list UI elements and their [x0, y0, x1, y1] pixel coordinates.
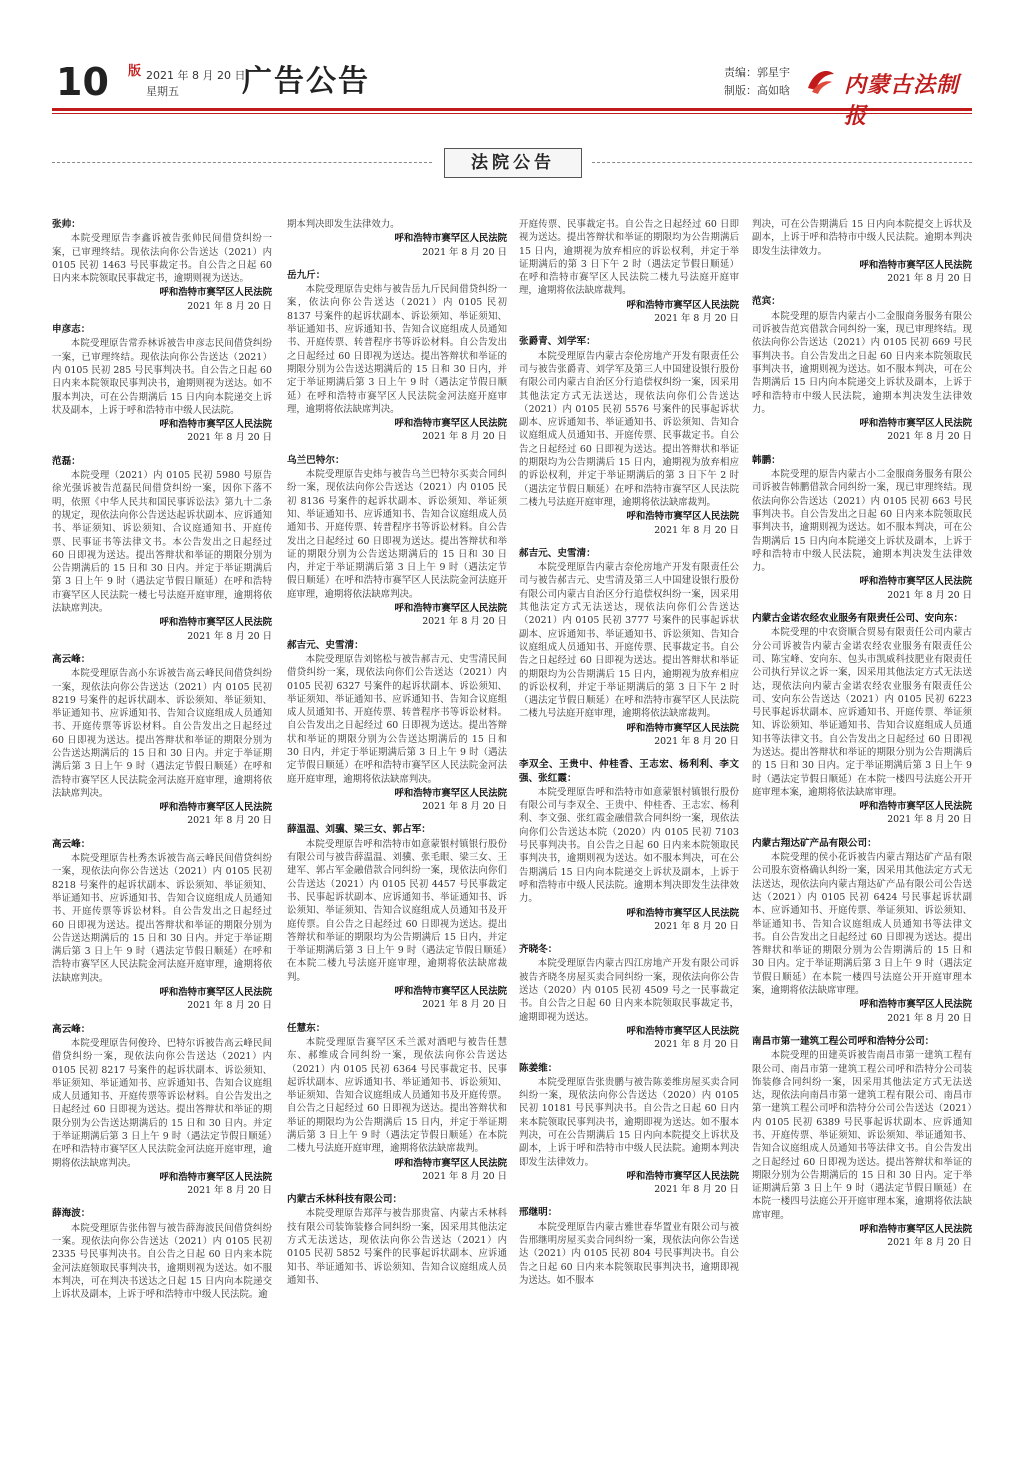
notice-body: 本院受理原告内蒙古雅世春华置业有限公司与被告邢继明房屋买卖合同纠纷一案，现依法向你公告送达（2021）内 0105 民初 804 号民事判决书。自公告之日起 60 日内来本院领取民事判决书，逾期即视为送达。如不服本: [519, 1221, 739, 1286]
notice-date: 2021 年 8 月 20 日: [654, 1039, 739, 1051]
notice-party: 申彦志：: [52, 324, 91, 336]
notice-body: 本院受理原告呼和浩特市如意蒙银村镇银行股份有限公司与被告薛温温、刘骥、张毛眼、梁三女、王建军、郭占军金融借款合同纠纷一案，现依法向你们公告送达（2021）内 0105 民初 4457 号民事裁定书、民事起诉状副本、应诉通知书、举证通知书、诉讼须知、举证须知、告知合议庭组成人员通知书及开庭传票。自公告之日起经过 60 日即视为送达。提出答辩状和举证的期限均为公告期满后 15 日内，并定于举证期满后第 3 日上午 9 时（遇法定节假日顺延）在本院二楼九号法庭开庭审理，逾期将依法缺席裁判。: [287, 838, 507, 983]
header-rule-thin: [52, 113, 972, 114]
court-notice: [519, 758, 739, 933]
notice-party: 内蒙古翔达矿产品有限公司：: [752, 837, 877, 849]
notice-date: 2021 年 8 月 20 日: [187, 300, 272, 312]
notice-date: 2021 年 8 月 20 日: [887, 589, 972, 601]
notice-court: 呼和浩特市赛罕区人民法院: [159, 287, 272, 299]
court-notice: [519, 335, 739, 536]
notice-court: 呼和浩特市赛罕区人民法院: [394, 1157, 507, 1169]
notice-party: 范宾：: [752, 296, 781, 308]
court-notice: [752, 454, 972, 602]
page-number: 10: [56, 60, 109, 104]
notice-court: 呼和浩特市赛罕区人民法院: [159, 419, 272, 431]
notice-date: 2021 年 8 月 20 日: [887, 273, 972, 285]
column-3: [519, 218, 739, 1458]
notice-court: 呼和浩特市赛罕区人民法院: [626, 1170, 739, 1182]
notice-court: 呼和浩特市赛罕区人民法院: [626, 299, 739, 311]
notice-date: 2021 年 8 月 20 日: [187, 1000, 272, 1012]
notice-date: 2021 年 8 月 20 日: [422, 616, 507, 628]
notice-date: 2021 年 8 月 20 日: [887, 431, 972, 443]
notice-date: 2021 年 8 月 20 日: [887, 1237, 972, 1249]
notice-date: 2021 年 8 月 20 日: [422, 246, 507, 258]
notice-party: 内蒙古禾林科技有限公司：: [287, 1194, 403, 1206]
page-suffix: 版: [128, 64, 142, 79]
notice-court: 呼和浩特市赛罕区人民法院: [626, 1025, 739, 1037]
court-notice: [287, 1022, 507, 1184]
notice-court: 呼和浩特市赛罕区人民法院: [859, 999, 972, 1011]
notice-court: 呼和浩特市赛罕区人民法院: [394, 787, 507, 799]
notice-date: 2021 年 8 月 20 日: [654, 313, 739, 325]
notice-body: 本院受理原告张伟智与被告薛海波民间借贷纠纷一案。现依法向你公告送达（2021）内 0105 民初 2335 号民事判决书。自公告之日起 60 日内来本院金河法庭领取民事判决书，逾期则视为送达。如不服本判决，可在判决书送达之日起 15 日内向本院递交上诉状及副本，上诉于呼和浩特市中级人民法院。逾: [52, 1222, 272, 1301]
notice-body: 本院受理原告内蒙古奈伦房地产开发有限责任公司与被告郝吉元、史雪清及第三人中国建设银行股份有限公司内蒙古自治区分行追偿权纠纷一案，因采用其他法定方式无法送达，现依法向你们公告送达（2021）内 0105 民初 3777 号案件的民事起诉状副本、应诉通知书、举证通知书、诉讼须知、告知合议庭组成人员通知书、开庭传票、民事裁定书。自公告之日起经过 60 日即视为送达。提出答辩状和举证的期限均为公告期满后 15 日内，逾期视为放弃相应的诉讼权利，并定于举证期满后的第 3 日下午 2 时（遇法定节假日顺延）在呼和浩特市赛罕区人民法院二楼九号法庭开庭审理，逾期将依法缺席裁判。: [519, 562, 739, 720]
notice-body: 本院受理原告刘铭松与被告郝吉元、史雪清民间借贷纠纷一案，现依法向你们公告送达（2021）内 0105 民初 6327 号案件的起诉状副本、诉讼须知、举证须知、举证通知书、应诉通知书、告知合议庭组成人员通知书、开庭传票、转普程序书等诉讼材料。自公告发出之日起经过 60 日即视为送达。提出答辩状和举证的期限分别为公告送达期满后的 15 日和 30 日内，并定于举证期满后第 3 日上午 9 时（遇法定节假日顺延）在呼和浩特市赛罕区人民法院金河法庭开庭审理，逾期将依法缺席判决。: [287, 653, 507, 785]
notice-body: 本院受理的原告内蒙古小二金服商务服务有限公司诉被告韩鹏借款合同纠纷一案，现已审理终结。现依法向你公告送达（2021）内 0105 民初 663 号民事判决书。自公告发出之日起 60 日内来本院领取民事判决书，逾期则视为送达。如不服本判决，可在公告期满后 15 日内向本院递交上诉状及副本，上诉于呼和浩特市中级人民法院，逾期本判决发生法律效力。: [752, 469, 972, 574]
court-notice: [52, 323, 272, 445]
notice-court: 呼和浩特市赛罕区人民法院: [626, 722, 739, 734]
notice-date: 2021 年 8 月 20 日: [422, 431, 507, 443]
notice-body: 本院受理原告赛罕区禾兰派对酒吧与被告任慧东、郝维成合同纠纷一案，现依法向你公告送达（2021）内 0105 民初 6364 号民事裁定书、民事起诉状副本、应诉通知书、举证通知书、诉讼须知、举证须知、告知合议庭组成人员通知书及开庭传票。自公告之日起经过 60 日即视为送达。提出答辩状和举证的期限均为公告期满后 15 日内，并定于举证期满后第 3 日上午 9 时（遇法定节假日顺延）在本院二楼九号法庭开庭审理，逾期将依法缺席裁判。: [287, 1036, 507, 1155]
notice-party: 韩鹏：: [752, 454, 781, 466]
notice-date: 2021 年 8 月 20 日: [422, 801, 507, 813]
notice-party: 薛海波：: [52, 1208, 91, 1220]
notice-body: 本院受理原告杜秀杰诉被告高云峰民间借贷纠纷一案，现依法向你公告送达（2021）内 0105 民初 8218 号案件的起诉状副本、诉讼须知、举证须知、举证通知书、应诉通知书、告知合议庭组成人员通知书、开庭传票等诉讼材料。自公告发出之日起经过 60 日即视为送达。提出答辩状和举证的期限分别为公告送达期满后的 15 日和 30 日内。并定于举证期满后第 3 日上午 9 时（遇法定节假日顺延）在呼和浩特市赛罕区人民法院金河法庭开庭审理，逾期将依法缺席判决。: [52, 853, 272, 984]
notice-party: 郝吉元、史雪清：: [519, 547, 596, 559]
notice-party: 张爵青、刘学军：: [519, 336, 596, 348]
publication-date: [146, 68, 245, 100]
notice-body: 本院受理的侯小花诉被告内蒙古翔达矿产品有限公司股东资格确认纠纷一案，因采用其他法定方式无法送达，现依法向内蒙古翔达矿产品有限公司公告送达（2021）内 0105 民初 6424 号民事起诉状副本、应诉通知书、开庭传票、举证须知、诉讼须知、举证通知书、告知合议庭组成人员通知书等法律文书。自公告发出之日起经过 60 日即视为送达。提出答辩状和举证的期限分别为公告期满后的 15 日和 30 日内。定于举证期满后第 3 日上午 9 时（遇法定节假日顺延）在本院一楼四号法庭公开开庭审理本案，逾期将依法缺席审理。: [752, 852, 972, 997]
notice-date: 2021 年 8 月 20 日: [887, 814, 972, 826]
notice-body: 本院受理原告何俊玲、巴特尔诉被告高云峰民间借贷纠纷一案，现依法向你公告送达（2021）内 0105 民初 8217 号案件的起诉状副本、诉讼须知、举证须知、举证通知书、应诉通知书、告知合议庭组成人员通知书、开庭传票等诉讼材料。自公告发出之日起经过 60 日即视为送达。提出答辩状和举证的期限分别为公告送达期满后的 15 日和 30 日内。并定于举证期满后第 3 日上午 9 时（遇法定节假日顺延）在呼和浩特市赛罕区人民法院金河法庭开庭审理，逾期将依法缺席判决。: [52, 1037, 272, 1169]
court-notice: [52, 653, 272, 828]
court-notice: [52, 1023, 272, 1198]
court-notice: [287, 454, 507, 629]
notice-body: 本院受理的原告内蒙古小二金服商务服务有限公司诉被告范宾借款合同纠纷一案，现已审理终结。现依法向你公告送达（2021）内 0105 民初 669 号民事判决书。自公告发出之日起 60 日内来本院领取民事判决书，逾期则视为送达。如不服本判决，可在公告期满后 15 日内向本院递交上诉状及副本，上诉于呼和浩特市中级人民法院，逾期本判决发生法律效力。: [752, 310, 972, 415]
notice-date: 2021 年 8 月 20 日: [422, 1170, 507, 1182]
column-4: [752, 218, 972, 1458]
court-notice: [52, 1207, 272, 1301]
notice-party: 齐晓冬：: [519, 944, 558, 956]
court-notice: [287, 639, 507, 814]
court-notice: [287, 1193, 507, 1287]
notice-date: 2021 年 8 月 20 日: [654, 735, 739, 747]
editor-credits: [724, 64, 790, 100]
notice-party: 南昌市第一建筑工程公司呼和浩特分公司：: [752, 1035, 935, 1047]
notice-party: 范磊：: [52, 455, 81, 467]
notice-court: 呼和浩特市赛罕区人民法院: [394, 233, 507, 245]
notice-court: 呼和浩特市赛罕区人民法院: [859, 1224, 972, 1236]
newspaper-logo: [804, 64, 974, 129]
notice-court: 呼和浩特市赛罕区人民法院: [626, 511, 739, 523]
notice-court: 呼和浩特市赛罕区人民法院: [626, 907, 739, 919]
notice-party: 内蒙古金诺农经农业服务有限责任公司、安向东：: [752, 613, 964, 625]
notice-court: 呼和浩特市赛罕区人民法院: [159, 987, 272, 999]
notice-party: 陈姜维：: [519, 1062, 558, 1074]
notice-party: 张帅：: [52, 219, 81, 230]
notice-party: 高云峰：: [52, 653, 91, 665]
notice-body: 本院受理原告郑萍与被告那贵富、内蒙古禾林科技有限公司装饰装修合同纠纷一案，因采用其他法定方式无法送达，现依法向你公告送达（2021）内 0105 民初 5852 号案件的民事起诉状副本、应诉通知书、举证通知书、诉讼须知、告知合议庭组成人员通知书、: [287, 1208, 507, 1286]
notice-party: 岳九斤：: [287, 269, 326, 281]
notice-body: 期本判决即发生法律效力。: [287, 219, 400, 230]
notice-body: 本院受理的田建英诉被告南昌市第一建筑工程有限公司、南昌市第一建筑工程公司呼和浩特分公司装饰装修合同纠纷一案，因采用其他法定方式无法送达，现依法向南昌市第一建筑工程有限公司、南昌市第一建筑工程公司呼和浩特分公司公告送达（2021）内 0105 民初 6389 号民事起诉状副本、应诉通知书、开庭传票、举证须知、诉讼须知、举证通知书、告知合议庭组成人员通知书等法律文书。自公告发出之日起经过 60 日即视为送达。提出答辩状和举证的期限分别为公告期满后的 15 日和 30 日内。定于举证期满后第 3 日上午 9 时（遇法定节假日顺延）在本院一楼四号法庭公开开庭审理本案，逾期将依法缺席审理。: [752, 1050, 972, 1221]
court-notice: [52, 838, 272, 1013]
notice-date: 2021 年 8 月 20 日: [654, 920, 739, 932]
court-notice: [752, 295, 972, 443]
court-notice: [752, 612, 972, 827]
notice-date: 2021 年 8 月 20 日: [654, 1184, 739, 1196]
court-notice: [519, 1062, 739, 1197]
notice-court: 呼和浩特市赛罕区人民法院: [159, 617, 272, 629]
editor: 责编：郭星宇: [724, 66, 790, 79]
notice-party: 郝吉元、史雪清：: [287, 639, 364, 651]
notice-body: 判决，可在公告期满后 15 日内向本院提交上诉状及副本，上诉于呼和浩特市中级人民法院。逾期本判决即发生法律效力。: [752, 219, 972, 257]
notice-body: 本院受理原告史炜与被告乌兰巴特尔买卖合同纠纷一案，现依法向你公告送达（2021）内 0105 民初 8136 号案件的起诉状副本、诉讼须知、举证须知、举证通知书、应诉通知书、告知合议庭组成人员通知书、开庭传票、转普程序书等诉讼材料。自公告发出之日起经过 60 日即视为送达。提出答辩状和举证的期限分别为公告送达期满后的 15 日和 30 日内，并定于举证期满后第 3 日上午 9 时（遇法定节假日顺延）在呼和浩特市赛罕区人民法院金河法庭开庭审理，逾期将依法缺席判决。: [287, 469, 507, 600]
court-notice: [52, 455, 272, 643]
notice-body: 本院受理原告李鑫诉被告张帅民间借贷纠纷一案，已审理终结。现依法向你公告送达（2021）内 0105 民初 1463 号民事裁定书。自公告之日起 60 日内来本院领取民事裁定书，逾期则视为送达。: [52, 233, 272, 285]
notice-party: 高云峰：: [52, 1023, 91, 1035]
producer: 制版：高如晗: [724, 84, 790, 97]
court-notice: [752, 837, 972, 1025]
notice-party: 李双全、王贵中、仲桂香、王志宏、杨利利、李文强、张红霞：: [519, 759, 739, 784]
notice-court: 呼和浩特市赛罕区人民法院: [859, 259, 972, 271]
notice-body: 本院受理原告高小东诉被告高云峰民间借贷纠纷一案，现依法向你公告送达（2021）内 0105 民初 8219 号案件的起诉状副本、诉讼须知、举证须知、举证通知书、应诉通知书、告知合议庭组成人员通知书、开庭传票等诉讼材料。自公告发出之日起经过 60 日即视为送达。提出答辩状和举证的期限分别为公告送达期满后的 15 日和 30 日内。并定于举证期满后第 3 日上午 9 时（遇法定节假日顺延）在呼和浩特市赛罕区人民法院金河法庭开庭审理，逾期将依法缺席判决。: [52, 668, 272, 799]
notice-body: 本院受理原告常乔林诉被告申彦志民间借贷纠纷一案，已审理终结。现依法向你公告送达（2021）内 0105 民初 285 号民事判决书。自公告之日起 60 日内来本院领取民事判决书，逾期则视为送达。如不服本判决，可在公告期满后 15 日内向本院递交上诉状及副本，上诉于呼和浩特市中级人民法院。: [52, 338, 272, 416]
notice-party: 高云峰：: [52, 838, 91, 850]
header-rule: [52, 108, 972, 111]
notice-date: 2021 年 8 月 20 日: [187, 815, 272, 827]
notice-body: 本院受理原告呼和浩特市如意蒙银村镇银行股份有限公司与李双全、王贵中、仲桂香、王志宏、杨利利、李文强、张红霞金融借款合同纠纷一案，现依法向你们公告送达本院（2020）内 0105 民初 7103 号民事判决书。自公告之日起 60 日内来本院领取民事判决书，逾期则视为送达。如不服本判决，可在公告期满后 15 日内向本院递交上诉状及副本，上诉于呼和浩特市中级人民法院。逾期本判决即发生法律效力。: [519, 786, 739, 905]
court-notice: [752, 218, 972, 285]
court-notice-banner: [52, 148, 972, 178]
court-notice: [287, 823, 507, 1011]
notice-date: 2021 年 8 月 20 日: [187, 432, 272, 444]
notice-date: 2021 年 8 月 20 日: [887, 1012, 972, 1024]
notice-party: 任慧东：: [287, 1022, 326, 1034]
court-notice: [752, 1035, 972, 1250]
court-notice: [52, 218, 272, 313]
notice-body: 本院受理的中农资顺合贸易有限责任公司内蒙古分公司诉被告内蒙古金诺农经农业服务有限责任公司、陈宝峰、安向东、包头市凯威科技肥业有限责任公司执行异议之诉一案，因采用其他法定方式无法送达，现依法向内蒙古金诺农经农业服务有限责任公司、安向东公告送达（2021）内 0105 民初 6223 号民事起诉状副本、应诉通知书、开庭传票、举证须知、诉讼须知、举证通知书、告知合议庭组成人员通知书等法律文书。自公告发出之日起经过 60 日即视为送达。提出答辩状和举证的期限分别为公告期满后的 15 日和 30 日内。定于举证期满后第 3 日上午 9 时（遇法定节假日顺延）在本院一楼四号法庭公开开庭审理本案，逾期将依法缺席审理。: [752, 627, 972, 798]
notice-court: 呼和浩特市赛罕区人民法院: [394, 986, 507, 998]
court-notice: [287, 269, 507, 444]
notice-court: 呼和浩特市赛罕区人民法院: [394, 418, 507, 430]
court-notice: [519, 547, 739, 748]
section-title: 广告公告: [242, 64, 370, 99]
column-1: [52, 218, 272, 1458]
notice-body: 本院受理原告内蒙古奈伦房地产开发有限责任公司与被告张爵青、刘学军及第三人中国建设银行股份有限公司内蒙古自治区分行追偿权纠纷一案，因采用其他法定方式无法送达，现依法向你们公告送达（2021）内 0105 民初 5576 号案件的民事起诉状副本、应诉通知书、举证通知书、诉讼须知、告知合议庭组成人员通知书、开庭传票、民事裁定书。自公告之日起经过 60 日即视为送达。提出答辩状和举证的期限均为公告期满后 15 日内，逾期视为放弃相应的诉讼权利，并定于举证期满后的第 3 日下午 2 时（遇法定节假日顺延）在呼和浩特市赛罕区人民法院二楼九号法庭开庭审理，逾期将依法缺席裁判。: [519, 350, 739, 508]
notice-court: 呼和浩特市赛罕区人民法院: [859, 801, 972, 813]
notice-date: 2021 年 8 月 20 日: [422, 999, 507, 1011]
notice-body: 本院受理（2021）内 0105 民初 5980 号原告徐光强诉被告范磊民间借贷纠纷一案，因你下落不明，依照《中华人民共和国民事诉讼法》第九十二条的规定，现依法向你公告送达起诉状副本、应诉通知书、举证须知、诉讼须知、合议庭通知书、开庭传票、民事证书等法律文书。本公告发出之日起经过 60 日即视为送达。提出答辩状和举证的期限分别为公告期满后的 15 日和 30 日内。并定于举证期满后第 3 日上午 9 时（遇法定节假日顺延）在呼和浩特市赛罕区人民法院一楼七号法庭开庭审理，逾期将依法缺席判决。: [52, 470, 272, 615]
notice-court: 呼和浩特市赛罕区人民法院: [394, 603, 507, 615]
date-text: 2021 年 8 月 20 日: [146, 69, 246, 82]
notice-court: 呼和浩特市赛罕区人民法院: [859, 576, 972, 588]
notice-court: 呼和浩特市赛罕区人民法院: [159, 802, 272, 814]
notice-body: 本院受理原告史炜与被告岳九斤民间借贷纠纷一案，依法向你公告送达（2021）内 0105 民初 8137 号案件的起诉状副本、诉讼须知、举证须知、举证通知书、应诉通知书、告知合议庭组成人员通知书、开庭传票、转普程序书等诉讼材料。自公告发出之日起经过 60 日即视为送达。提出答辩状和举证的期限分别为公告送达期满后的 15 日和 30 日内，并定于举证期满后第 3 日上午 9 时（遇法定节假日顺延）在呼和浩特市赛罕区人民法院金河法庭开庭审理，逾期将依法缺席判决。: [287, 284, 507, 415]
notice-date: 2021 年 8 月 20 日: [187, 1185, 272, 1197]
court-notice: [519, 218, 739, 325]
column-2: [287, 218, 507, 1458]
notice-party: 乌兰巴特尔：: [287, 454, 345, 466]
court-notice: [519, 1206, 739, 1287]
notice-court: 呼和浩特市赛罕区人民法院: [159, 1171, 272, 1183]
notice-body: 本院受理原告内蒙古四江房地产开发有限公司诉被告齐晓冬房屋买卖合同纠纷一案，现依法向你公告送达（2020）内 0105 民初 4509 号之一民事裁定书。自公告之日起 60 日内来本院领取民事裁定书，逾期即视为送达。: [519, 958, 739, 1023]
notice-body: 开庭传票、民事裁定书。自公告之日起经过 60 日即视为送达。提出答辩状和举证的期限均为公告期满后 15 日内，逾期视为放弃相应的诉讼权利，并定于举证期满后的第 3 日下午 2 时（遇法定节假日顺延）在呼和浩特市赛罕区人民法院二楼九号法庭开庭审理，逾期将依法缺席裁判。: [519, 219, 739, 297]
notice-party: 邢继明：: [519, 1207, 558, 1219]
banner-title: 法院公告: [444, 148, 582, 178]
notice-date: 2021 年 8 月 20 日: [654, 524, 739, 536]
notice-date: 2021 年 8 月 20 日: [187, 630, 272, 642]
logo-emblem-icon: [804, 64, 838, 98]
weekday-text: 星期五: [146, 85, 179, 98]
newspaper-name: 内蒙古法制报: [844, 72, 960, 129]
court-notice: [519, 943, 739, 1051]
notice-court: 呼和浩特市赛罕区人民法院: [859, 418, 972, 430]
masthead: [52, 60, 972, 129]
court-notice: [287, 218, 507, 259]
notice-party: 薛温温、刘骥、梁三女、郭占军：: [287, 824, 431, 836]
notice-columns: [52, 218, 972, 1458]
banner-right-line: [592, 162, 972, 163]
banner-left-line: [52, 162, 432, 163]
notice-body: 本院受理原告张贵鹏与被告陈姜维房屋买卖合同纠纷一案，现依法向你公告送达（2020）内 0105 民初 10181 号民事判决书。自公告之日起 60 日内来本院领取民事判决书，逾期即视为送达。如不服本判决，可在公告期满后 15 日内向本院提交上诉状及副本，上诉于呼和浩特市中级人民法院。逾期本判决即发生法律效力。: [519, 1076, 739, 1168]
